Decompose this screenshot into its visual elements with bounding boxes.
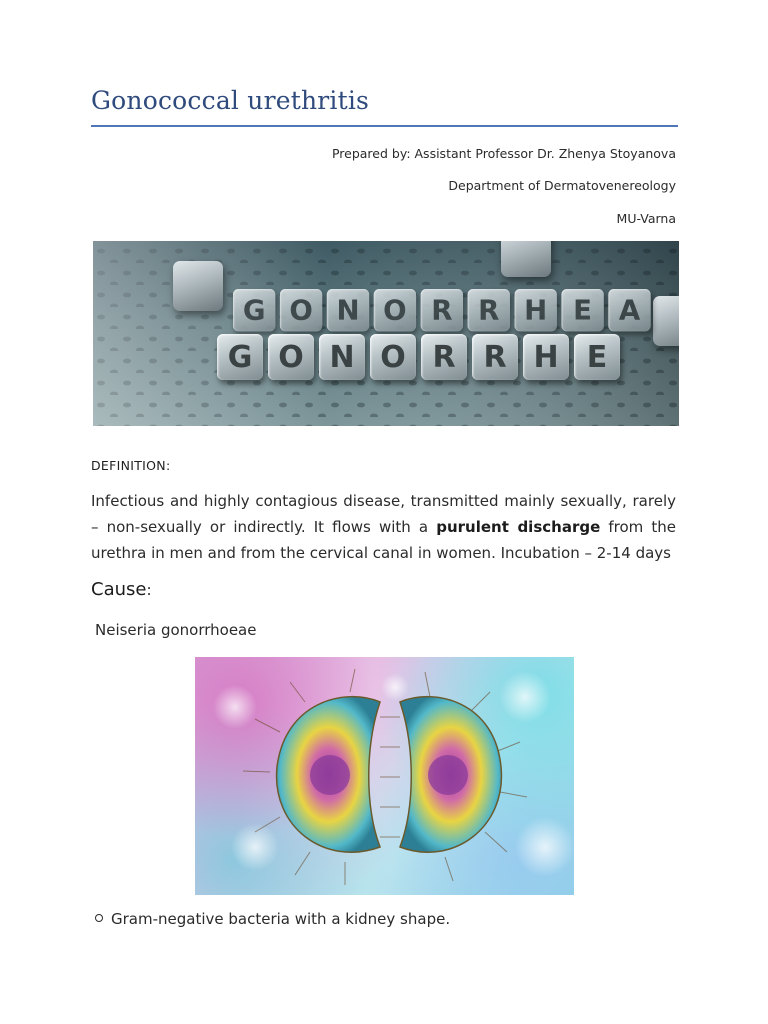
letter-cube: A bbox=[608, 289, 650, 331]
definition-text bbox=[91, 488, 676, 566]
back-word-cubes bbox=[233, 289, 651, 331]
letter-cube: R bbox=[472, 334, 518, 380]
blank-cube-left bbox=[173, 261, 223, 311]
list-item bbox=[95, 910, 450, 928]
definition-emphasis: purulent discharge bbox=[436, 518, 601, 536]
letter-cube: E bbox=[574, 334, 620, 380]
diplococcus-illustration bbox=[195, 657, 574, 895]
letter-cube: G bbox=[233, 289, 275, 331]
list-item-text: Gram-negative bacteria with a kidney shape. bbox=[111, 910, 451, 928]
neisseria-bacteria-image bbox=[195, 657, 574, 895]
letter-cube: R bbox=[421, 289, 463, 331]
cause-heading-colon: : bbox=[146, 581, 152, 599]
gonorrhea-letter-cubes-image bbox=[93, 241, 679, 426]
definition-text-part: from the urethra in men and from the cervical canal in women. Incubation – 2-14 days bbox=[91, 518, 677, 562]
letter-cube: E bbox=[561, 289, 603, 331]
letter-cube: N bbox=[319, 334, 365, 380]
title-underline bbox=[91, 125, 678, 127]
letter-cube: H bbox=[515, 289, 557, 331]
cause-heading bbox=[91, 579, 152, 600]
letter-cube: O bbox=[374, 289, 416, 331]
letter-cube: O bbox=[268, 334, 314, 380]
letter-cube: R bbox=[468, 289, 510, 331]
letter-cube: O bbox=[280, 289, 322, 331]
definition-text-part: Infectious and highly contagious disease, transmitted mainly sexually, rarely – non-sexually or indirectly. It flows with a bbox=[91, 492, 676, 536]
cause-value: Neiseria gonorrhoeae bbox=[95, 621, 257, 639]
department: Department of Dermatovenereology bbox=[448, 178, 676, 193]
blank-cube-top bbox=[501, 241, 551, 277]
bullet-circle-icon bbox=[95, 914, 103, 922]
document-title: Gonococcal urethritis bbox=[91, 86, 370, 115]
institution: MU-Varna bbox=[616, 211, 676, 226]
letter-cube: N bbox=[327, 289, 369, 331]
prepared-by: Prepared by: Assistant Professor Dr. Zhenya Stoyanova bbox=[331, 146, 676, 161]
cause-heading-text: Cause bbox=[91, 579, 147, 600]
definition-label: DEFINITION: bbox=[91, 458, 171, 473]
letter-cube: R bbox=[421, 334, 467, 380]
letter-cube: O bbox=[370, 334, 416, 380]
letter-cube: H bbox=[523, 334, 569, 380]
blank-cube-right bbox=[653, 296, 679, 346]
letter-cube: G bbox=[217, 334, 263, 380]
front-word-cubes bbox=[217, 334, 620, 380]
